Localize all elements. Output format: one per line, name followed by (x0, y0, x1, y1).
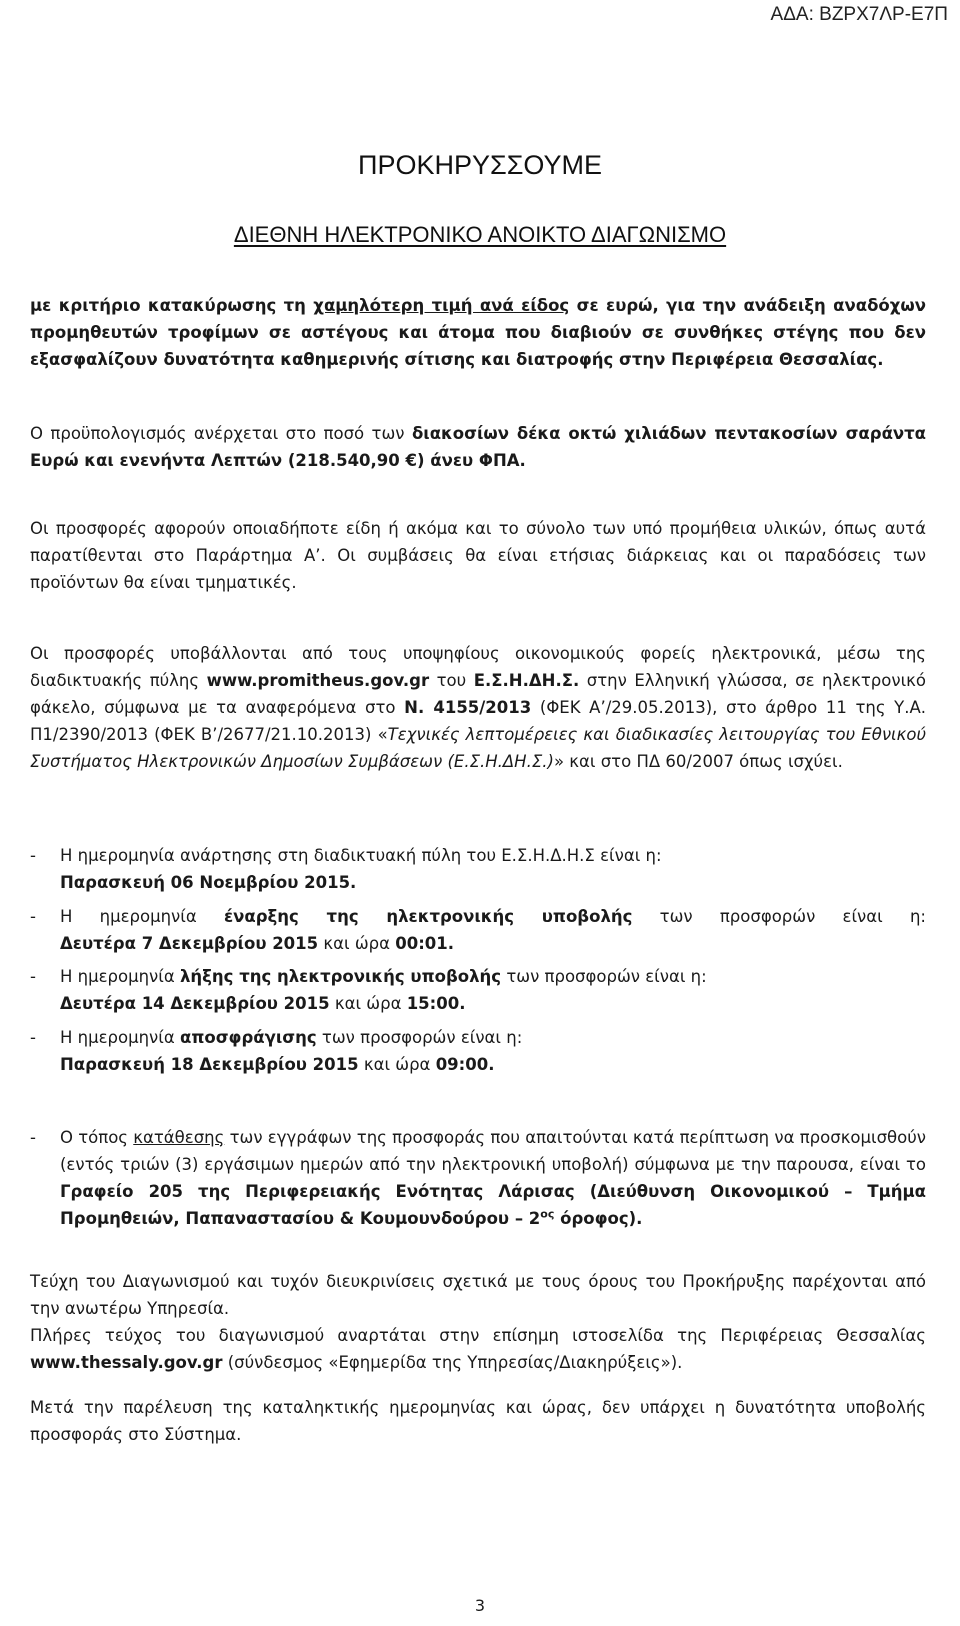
intro-paragraph: με κριτήριο κατακύρωσης τη χαμηλότερη τιμή ανά είδος σε ευρώ, για την ανάδειξη αναδόχων προμηθευτών τροφίμων σε αστέγους και άτομα που διαβιούν σε συνθήκες στέγης που δεν εξασφαλίζουν δυνατότητα καθημερινής σίτισης και διατροφής στην Περιφέρεια Θεσσαλίας. (30, 296, 926, 369)
promitheus-link[interactable]: www.promitheus.gov.gr (206, 671, 430, 690)
date-posted-item: - Η ημερομηνία ανάρτησης στη διαδικτυακή πύλη του Ε.Σ.Η.Δ.Η.Σ είναι η: Παρασκευή 06 Νοεμβρίου 2015. (30, 846, 662, 892)
submission-paragraph: Οι προσφορές υποβάλλονται από τους υποψηφίους οικονομικούς φορείς ηλεκτρονικά, μέσω της διαδικτυακής πύλης www.promitheus.gov.gr του Ε.Σ.Η.ΔΗ.Σ. στην Ελληνική γλώσσα, σε ηλεκτρονικό φάκελο, σύμφωνα με τα αναφερόμενα στο Ν. 4155/2013 (ΦΕΚ Α’/29.05.2013), στο άρθρο 11 της Υ.Α. Π1/2390/2013 (ΦΕΚ Β’/2677/21.10.2013) «Τεχνικές λεπτομέρειες και διαδικασίες λειτουργίας του Εθνικού Συστήματος Ηλεκτρονικών Δημοσίων Συμβάσεων (Ε.Σ.Η.ΔΗ.Σ.)» και στο ΠΔ 60/2007 όπως ισχύει. (30, 644, 927, 771)
ada-code: ΑΔΑ: ΒΖΡΧ7ΛΡ-Ε7Π (770, 4, 948, 25)
date-end-item: - Η ημερομηνία λήξης της ηλεκτρονικής υποβολής των προσφορών είναι η: Δευτέρα 14 Δεκεμβρίου 2015 και ώρα 15:00. (30, 967, 707, 1013)
documents-paragraph: Τεύχη του Διαγωνισμού και τυχόν διευκρινίσεις σχετικά με τους όρους του Προκήρυξης παρέχονται από την ανωτέρω Υπηρεσία. Πλήρες τεύχος του διαγωνισμού αναρτάται στην επίσημη ιστοσελίδα της Περιφέρειας Θεσσαλίας www.thessaly.gov.gr (σύνδεσμος «Εφημερίδα της Υπηρεσίας/Διακηρύξεις»). (30, 1272, 926, 1372)
date-unseal-item: - Η ημερομηνία αποσφράγισης των προσφορών είναι η: Παρασκευή 18 Δεκεμβρίου 2015 και ώρα 09:00. (30, 1028, 523, 1074)
date-start-item: - Η ημερομηνία έναρξης της ηλεκτρονικής υποβολής των προσφορών είναι η: Δευτέρα 7 Δεκεμβρίου 2015 και ώρα 00:01. (30, 907, 926, 953)
closing-paragraph: Μετά την παρέλευση της καταληκτικής ημερομηνίας και ώρας, δεν υπάρχει η δυνατότητα υποβολής προσφοράς στο Σύστημα. (30, 1398, 926, 1444)
page-subtitle: ΔΙΕΘΝΗ ΗΛΕΚΤΡΟΝΙΚΟ ΑΝΟΙΚΤΟ ΔΙΑΓΩΝΙΣΜΟ (233, 222, 727, 247)
deposit-place-item: - Ο τόπος κατάθεσης των εγγράφων της προσφοράς που απαιτούνται κατά περίπτωση να προσκομισθούν (εντός τριών (3) εργάσιμων ημερών από την ηλεκτρονική υποβολή) σύμφωνα με την παρουσα, είναι το Γραφείο 205 της Περιφερειακής Ενότητας Λάρισας (Διεύθυνση Οικονομικού – Τμήμα Προμηθειών, Παπαναστασίου & Κουμουνδούρου – $2^{o\varsigma}$ όροφος). (30, 1128, 927, 1228)
offers-paragraph: Οι προσφορές αφορούν οποιαδήποτε είδη ή ακόμα και το σύνολο των υπό προμήθεια υλικών, όπως αυτά παρατίθενται στο Παράρτημα Α’. Οι συμβάσεις θα είναι ετήσιας διάρκειας και οι παραδόσεις των προϊόντων θα είναι τμηματικές. (30, 519, 926, 592)
budget-paragraph: Ο προϋπολογισμός ανέρχεται στο ποσό των διακοσίων δέκα οκτώ χιλιάδων πεντακοσίων σαράντα Ευρώ και ενενήντα Λεπτών (218.540,90 €) άνευ ΦΠΑ. (30, 424, 927, 470)
page-title: ΠΡΟΚΗΡΥΣΣΟΥΜΕ (357, 150, 603, 180)
thessaly-link[interactable]: www.thessaly.gov.gr (30, 1353, 223, 1372)
page-number: 3 (474, 1596, 486, 1615)
